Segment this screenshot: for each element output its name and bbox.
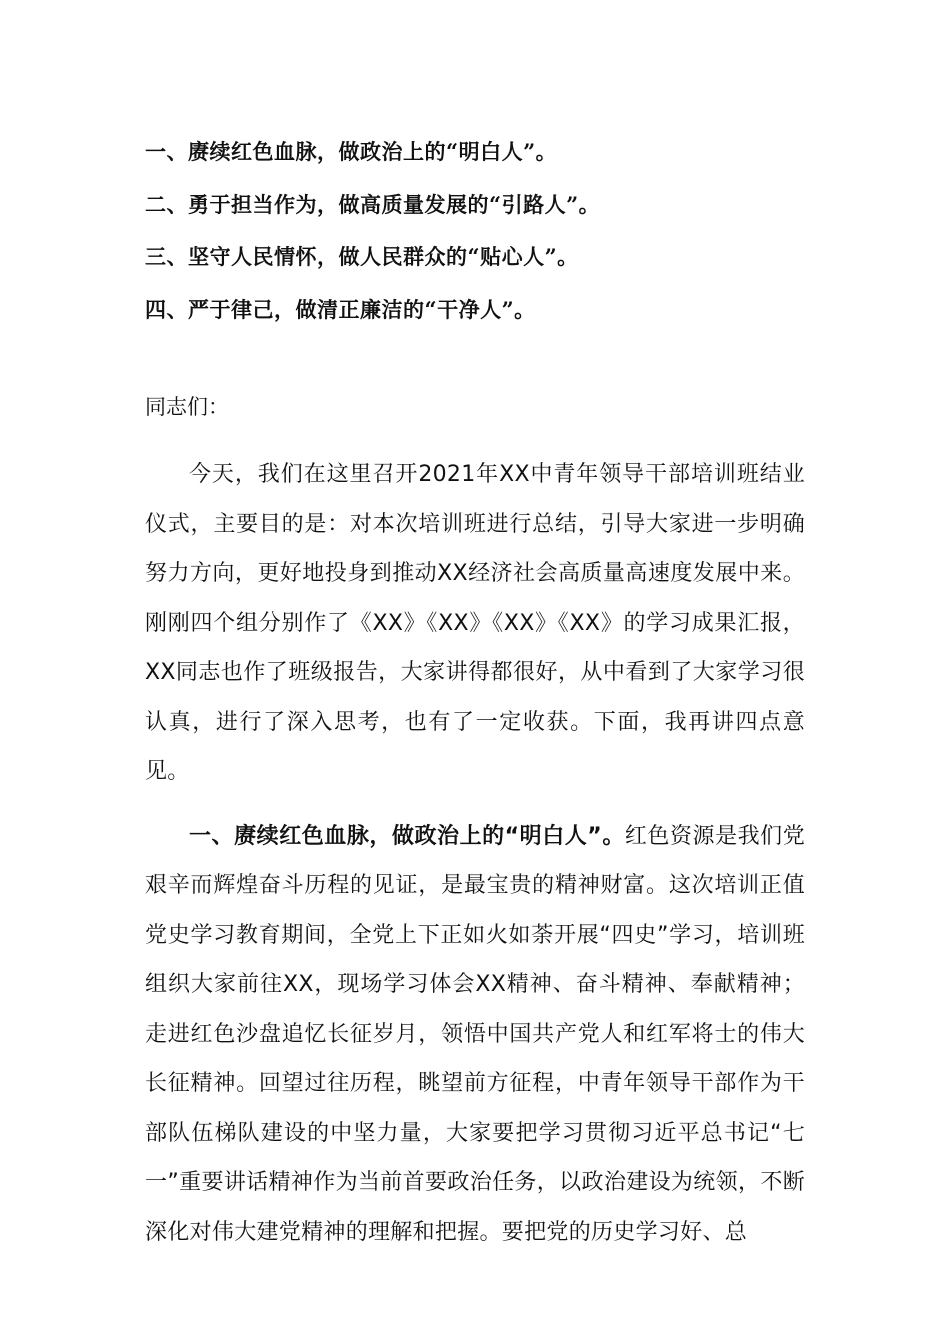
section-one-paragraph — [145, 812, 805, 1258]
section-heading: 一、赓续红色血脉，做政治上的“明白人”。 — [189, 823, 625, 849]
outline-list — [145, 134, 845, 344]
paragraph-text: 今天，我们在这里召开2021年XX中青年领导干部培训班结业仪式，主要目的是：对本次培训班进行总结，引导大家进一步明确努力方向，更好地投身到推动XX经济社会高质量高速度发展中来。刚刚四个组分别作了《XX》《XX》《XX》《XX》的学习成果汇报，XX同志也作了班级报告，大家讲得都很好，从中看到了大家学习很认真，进行了深入思考，也有了一定收获。下面，我再讲四点意见。 — [145, 462, 805, 784]
outline-item: 三、坚守人民情怀，做人民群众的“贴心人”。 — [145, 244, 579, 269]
outline-item: 二、勇于担当作为，做高质量发展的“引路人”。 — [145, 191, 601, 217]
outline-item: 四、严于律己，做清正廉洁的“干净人”。 — [145, 296, 536, 322]
opening-paragraph — [145, 450, 805, 797]
salutation: 同志们： — [145, 395, 229, 419]
paragraph-text: 红色资源是我们党艰辛而辉煌奋斗历程的见证，是最宝贵的精神财富。这次培训正值党史学习教育期间，全党上下正如火如荼开展“四史”学习，培训班组织大家前往XX，现场学习体会XX精神、奋斗精神、奉献精神；走进红色沙盘追忆长征岁月，领悟中国共产党人和红军将士的伟大长征精神。回望过往历程，眺望前方征程，中青年领导干部作为干部队伍梯队建设的中坚力量，大家要把学习贯彻习近平总书记“七一”重要讲话精神作为当前首要政治任务，以政治建设为统领，不断深化对伟大建党精神的理解和把握。要把党的历史学习好、总 — [145, 823, 806, 1245]
outline-item: 一、赓续红色血脉，做政治上的“明白人”。 — [145, 139, 558, 164]
speech-body — [145, 450, 805, 1257]
